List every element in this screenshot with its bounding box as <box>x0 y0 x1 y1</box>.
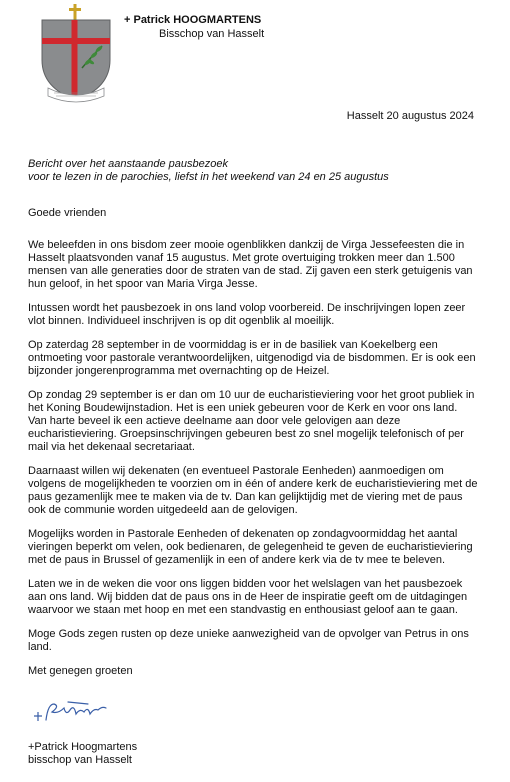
closing-greeting: Met genegen groeten <box>28 665 133 677</box>
closing-signature-block <box>28 741 137 767</box>
letter-date: Hasselt 20 augustus 2024 <box>346 110 474 122</box>
body-paragraph: We beleefden in ons bisdom zeer mooie ogenblikken dankzij de Virga Jessefeesten die in Hasselt plaatsvonden vanaf 15 augustus. Met grote overtuiging trokken meer dan 1.500 mensen van alle generaties door de straten van de stad. Zij gaven een sterk getuigenis van hun geloof, in het spoor van Maria Virga Jesse. <box>28 239 473 290</box>
body-paragraph: Mogelijks worden in Pastorale Eenheden of dekenaten op zondagvoormiddag het aantal vieringen beperkt om velen, ook bedienaren, de gelegenheid te geven de eucharistieviering met de paus in Brussel of gezamenlijk in een of andere kerk via de tv mee te beleven. <box>28 528 473 566</box>
body-paragraph: Daarnaast willen wij dekenaten (en eventueel Pastorale Eenheden) aanmoedigen om volgens de mogelijkheden te voorzien om in één of andere kerk de eucharistieviering met de paus gezamenlijk mee te maken via de tv. Dan kan gelijktijdig met de viering met de paus ook de communie worden uitgedeeld aan de gelovigen. <box>28 465 478 516</box>
sender-block <box>124 13 264 41</box>
body-paragraph: Intussen wordt het pausbezoek in ons land volop voorbereid. De inschrijvingen lopen zeer vlot binnen. Individueel inschrijven is op dit ogenblik al moeilijk. <box>28 302 466 327</box>
body-paragraph: Op zaterdag 28 september in de voormiddag is er in de basiliek van Koekelberg een ontmoeting voor pastorale verantwoordelijken, uitgenodigd via de bisdommen. Er is ook een bijzonder jongerenprogramma met overnachting op de Heizel. <box>28 339 476 377</box>
letter-body <box>28 207 478 689</box>
crest-top-cross-horizontal <box>69 8 81 11</box>
salutation: Goede vrienden <box>28 207 107 219</box>
sender-title: Bisschop van Hasselt <box>159 28 265 40</box>
body-paragraph: Laten we in de weken die voor ons liggen bidden voor het welslagen van het pausbezoek aan ons land. Wij bidden dat de paus ons in de Heer de inspiratie geeft om de uitdagingen waarvoor we staan met hoop en met een standvastig en enthousiast geloof aan te gaan. <box>28 578 468 616</box>
body-paragraph: Moge Gods zegen rusten op deze unieke aanwezigheid van de opvolger van Petrus in ons land. <box>28 628 469 653</box>
intro-line-2: voor te lezen in de parochies, liefst in het weekend van 24 en 25 augustus <box>28 171 389 183</box>
sender-name: + Patrick HOOGMARTENS <box>124 14 262 26</box>
signature-stroke <box>46 702 106 720</box>
crest-red-cross-horizontal <box>42 38 110 44</box>
bishop-coat-of-arms <box>36 4 116 108</box>
body-paragraph: Op zondag 29 september is er dan om 10 uur de eucharistieviering voor het groot publiek in het Koning Boudewijnstadion. Het is een uniek gebeuren voor de Kerk en voor ons land. Van harte beveel ik een actieve deelname aan door vele gelovigen aan deze eucharistieviering. Groepsinschrijvingen gebeuren best zo snel mogelijk telefonisch of per mail via het dekenaal secretariaat. <box>28 389 475 453</box>
closing-name: +Patrick Hoogmartens <box>28 741 138 753</box>
closing-title: bisschop van Hasselt <box>28 754 132 766</box>
crest-top-cross-vertical <box>74 4 77 22</box>
handwritten-signature <box>28 698 114 726</box>
letter-intro <box>28 158 389 184</box>
signature-plus <box>34 712 42 721</box>
intro-line-1: Bericht over het aanstaande pausbezoek <box>28 158 228 170</box>
crest-red-cross-vertical <box>72 20 78 98</box>
